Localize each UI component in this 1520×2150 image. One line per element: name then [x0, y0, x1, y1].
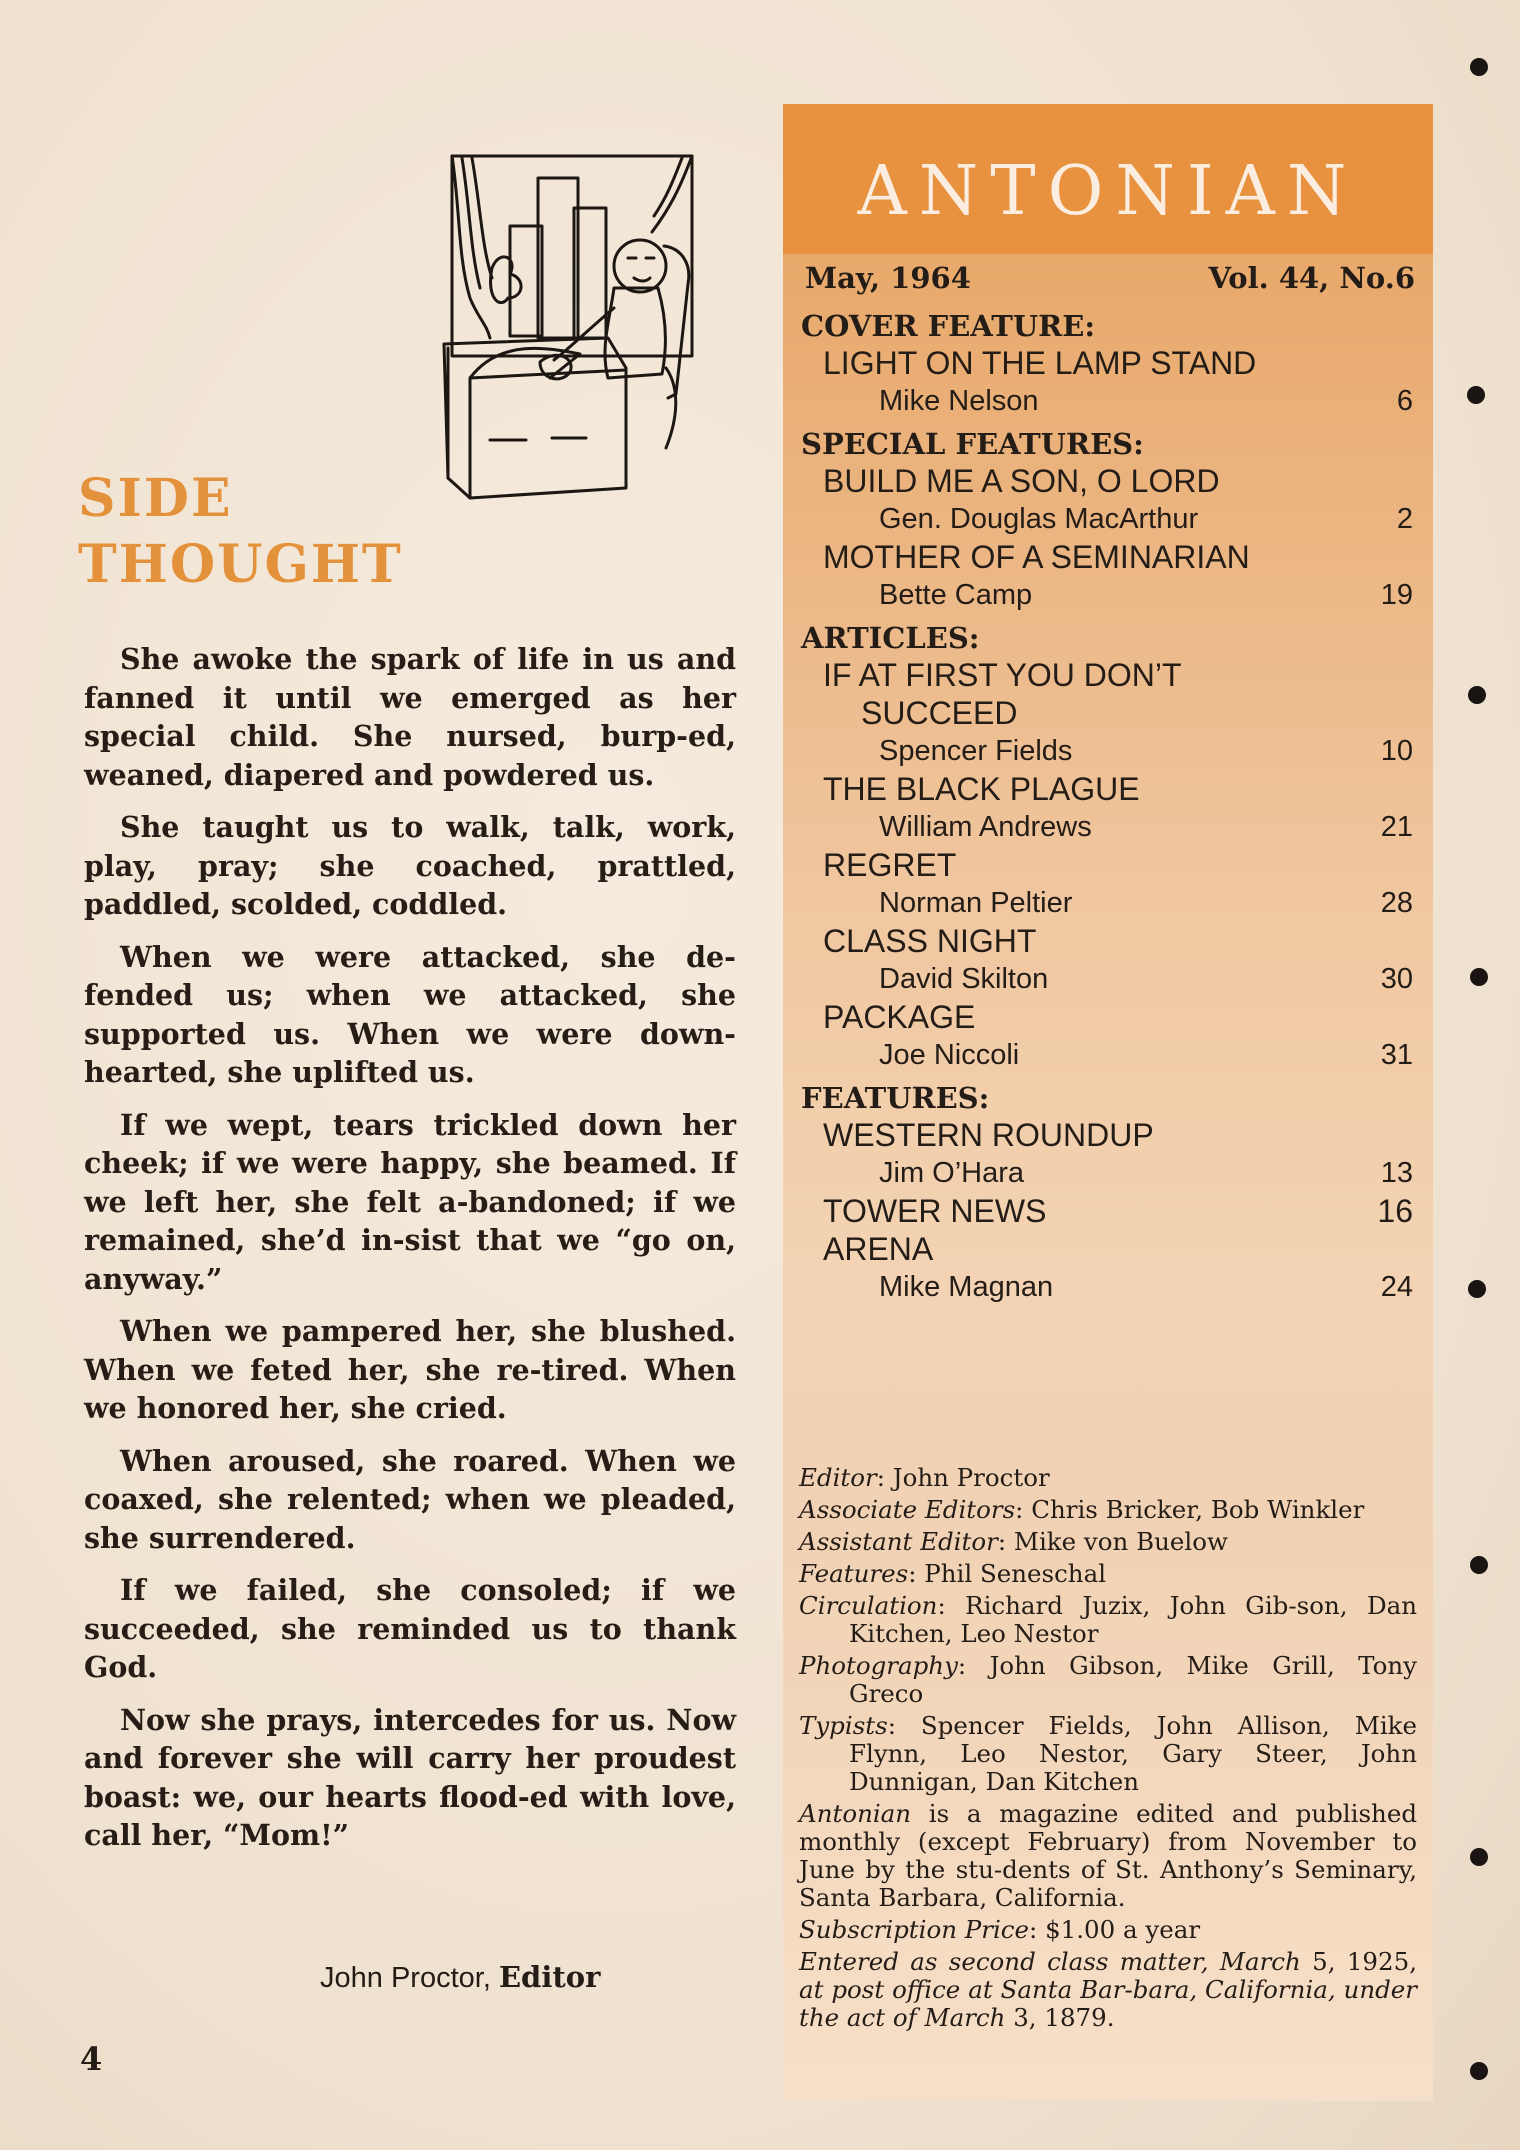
binder-hole: [1468, 686, 1486, 704]
credit-label: Circulation: [799, 1591, 938, 1620]
section-heading: ARTICLES:: [801, 621, 980, 655]
credit-value: : Phil Seneschal: [908, 1559, 1107, 1588]
toc-author: [801, 808, 1413, 846]
toc-author: [801, 1154, 1413, 1192]
subscription-price: [799, 1916, 1417, 1944]
binder-hole: [1470, 58, 1488, 76]
credit-label: Features: [799, 1559, 909, 1588]
essay-paragraph: She taught us to walk, talk, work, play, pray; she coached, prattled, paddled, scolded, coddled.: [84, 810, 736, 921]
page-ref: 24: [1380, 1271, 1413, 1303]
masthead: [783, 104, 1433, 254]
credit-label: Associate Editors: [799, 1495, 1016, 1524]
credit-label: Typists: [799, 1711, 888, 1740]
section-heading: FEATURES:: [801, 1081, 990, 1115]
entry-text: at post office at Santa Bar-bara, California, under the act of: [799, 1975, 1417, 2032]
essay-paragraph: When we pampered her, she blushed. When we feted her, she re-tired. When we honored her, she cried.: [84, 1314, 736, 1425]
author-name: Joe Niccoli: [879, 1039, 1020, 1071]
author-name: Norman Peltier: [879, 887, 1073, 919]
credit-value: : John Gibson, Mike Grill, Tony Greco: [849, 1651, 1417, 1708]
page-ref: 19: [1380, 579, 1413, 611]
credit-features: [799, 1560, 1417, 1588]
page-ref: 10: [1380, 735, 1413, 767]
toc-author: [801, 1036, 1413, 1074]
credit-value: : John Proctor: [876, 1463, 1050, 1492]
toc-title-text: ARENA: [823, 1231, 934, 1267]
publication-statement: [799, 1800, 1417, 1912]
credit-photography: [799, 1652, 1417, 1708]
toc-title[interactable]: [801, 1230, 1413, 1268]
table-of-contents: [801, 302, 1413, 1306]
signature: [320, 1960, 600, 1995]
issue-line: [805, 261, 1415, 295]
essay-body: [84, 640, 736, 1869]
binder-hole: [1470, 1556, 1488, 1574]
toc-title-text: REGRET: [823, 847, 957, 883]
page-ref: 16: [1377, 1193, 1413, 1229]
title-line: SIDE: [78, 468, 233, 529]
author-name: William Andrews: [879, 811, 1092, 843]
credit-label: Editor: [799, 1463, 877, 1492]
credit-value: : Richard Juzix, John Gib-son, Dan Kitchen, Leo Nestor: [849, 1591, 1417, 1648]
toc-author: [801, 500, 1413, 538]
page-ref: 21: [1380, 811, 1413, 843]
author-name: David Skilton: [879, 963, 1049, 995]
toc-title-text: PACKAGE: [823, 999, 976, 1035]
author-name: Mike Magnan: [879, 1271, 1054, 1303]
side-thought-title: [78, 466, 403, 598]
toc-author: [801, 732, 1413, 770]
author-name: Bette Camp: [879, 579, 1033, 611]
entry-date: 3, 1879.: [1013, 2003, 1115, 2032]
issue-date: May, 1964: [805, 261, 971, 295]
toc-author: [801, 960, 1413, 998]
toc-title[interactable]: [801, 770, 1413, 808]
illustration-boy-at-desk: [430, 148, 720, 508]
section-heading: SPECIAL FEATURES:: [801, 427, 1144, 461]
toc-title-text: LIGHT ON THE LAMP STAND: [823, 345, 1257, 381]
credit-value: : Spencer Fields, John Allison, Mike Flynn, Leo Nestor, Gary Steer, John Dunnigan, Dan Kitchen: [849, 1711, 1417, 1796]
entry-date: 5, 1925,: [1312, 1947, 1417, 1976]
toc-title[interactable]: [801, 1116, 1413, 1154]
toc-title[interactable]: [801, 538, 1413, 576]
toc-author: [801, 382, 1413, 420]
page-ref: 30: [1380, 963, 1413, 995]
page-ref: 28: [1380, 887, 1413, 919]
publication-text: is a magazine edited and published monthly (except February) from November to June by the stu-dents of St. Anthony’s Seminary, Santa Barbara, California.: [799, 1799, 1417, 1912]
author-name: Jim O’Hara: [879, 1157, 1025, 1189]
credit-label: Photography: [799, 1651, 958, 1680]
author-name: Spencer Fields: [879, 735, 1073, 767]
toc-title-text: MOTHER OF A SEMINARIAN: [823, 539, 1250, 575]
credit-label: Subscription Price: [799, 1915, 1030, 1944]
toc-title-text: TOWER NEWS: [823, 1193, 1047, 1229]
toc-title[interactable]: [801, 344, 1413, 382]
essay-paragraph: If we wept, tears trickled down her cheek; if we were happy, she beamed. If we left her, she felt a-bandoned; if we remained, she’d in-sist that we “go on, anyway.”: [84, 1107, 736, 1296]
binder-hole: [1470, 2062, 1488, 2080]
essay-paragraph: When we were attacked, she de-fended us; when we attacked, she supported us. When we were down-hearted, she uplifted us.: [84, 939, 736, 1089]
credit-value: : $1.00 a year: [1029, 1915, 1201, 1944]
credit-value: : Mike von Buelow: [997, 1527, 1228, 1556]
toc-title-text: CLASS NIGHT: [823, 923, 1037, 959]
credit-typists: [799, 1712, 1417, 1796]
essay-paragraph: She awoke the spark of life in us and fanned it until we emerged as her special child. She nursed, burp-ed, weaned, diapered and powdered us.: [84, 642, 736, 792]
toc-title-text: WESTERN ROUNDUP: [823, 1117, 1154, 1153]
signature-role: Editor: [498, 1960, 601, 1994]
toc-title[interactable]: [801, 922, 1413, 960]
toc-title-text: IF AT FIRST YOU DON’T: [823, 657, 1182, 693]
page-ref: 6: [1396, 385, 1413, 417]
toc-title[interactable]: [801, 998, 1413, 1036]
essay-paragraph: If we failed, she consoled; if we succeeded, she reminded us to thank God.: [84, 1573, 736, 1684]
toc-author: [801, 576, 1413, 614]
toc-title[interactable]: [801, 656, 1413, 694]
essay-paragraph: When aroused, she roared. When we coaxed, she relented; when we pleaded, she surrendered.: [84, 1443, 736, 1555]
credit-assistant-editor: [799, 1528, 1417, 1556]
essay-paragraph: Now she prays, intercedes for us. Now and forever she will carry her proudest boast: we, our hearts flood-ed with love, call her, “Mom!”: [84, 1702, 736, 1852]
toc-author: [801, 1268, 1413, 1306]
binder-hole: [1470, 968, 1488, 986]
page-ref: 31: [1380, 1039, 1413, 1071]
issue-volume: Vol. 44, No.6: [1208, 261, 1415, 295]
page-ref: 2: [1396, 503, 1413, 535]
toc-title-continued[interactable]: [801, 694, 1413, 732]
toc-author: [801, 884, 1413, 922]
entry-statement: [799, 1948, 1417, 2032]
author-name: Mike Nelson: [879, 385, 1039, 417]
signature-name: John Proctor,: [320, 1962, 491, 1994]
toc-title-text: SUCCEED: [861, 695, 1018, 731]
credit-value: : Chris Bricker, Bob Winkler: [1015, 1495, 1365, 1524]
magazine-name: Antonian: [799, 1799, 912, 1828]
binder-hole: [1467, 386, 1485, 404]
page-ref: 13: [1380, 1157, 1413, 1189]
contents-panel: [783, 104, 1433, 2101]
binder-hole: [1470, 1848, 1488, 1866]
credit-editor: [799, 1464, 1417, 1492]
toc-title[interactable]: [801, 462, 1413, 500]
toc-title[interactable]: [801, 846, 1413, 884]
toc-title-text: BUILD ME A SON, O LORD: [823, 463, 1220, 499]
credit-circulation: [799, 1592, 1417, 1648]
toc-title-text: THE BLACK PLAGUE: [823, 771, 1140, 807]
binder-hole: [1468, 1280, 1486, 1298]
page-number: 4: [80, 2040, 103, 2078]
staff-credits: [799, 1464, 1417, 2036]
entry-text: March: [924, 2003, 1006, 2032]
author-name: Gen. Douglas MacArthur: [879, 503, 1199, 535]
credit-associate-editors: [799, 1496, 1417, 1524]
section-heading: COVER FEATURE:: [801, 309, 1096, 343]
title-line: THOUGHT: [78, 534, 403, 595]
toc-title[interactable]: [801, 1192, 1413, 1230]
entry-text: Entered as second class matter, March: [799, 1947, 1301, 1976]
masthead-title: ANTONIAN: [857, 152, 1359, 231]
credit-label: Assistant Editor: [799, 1527, 998, 1556]
